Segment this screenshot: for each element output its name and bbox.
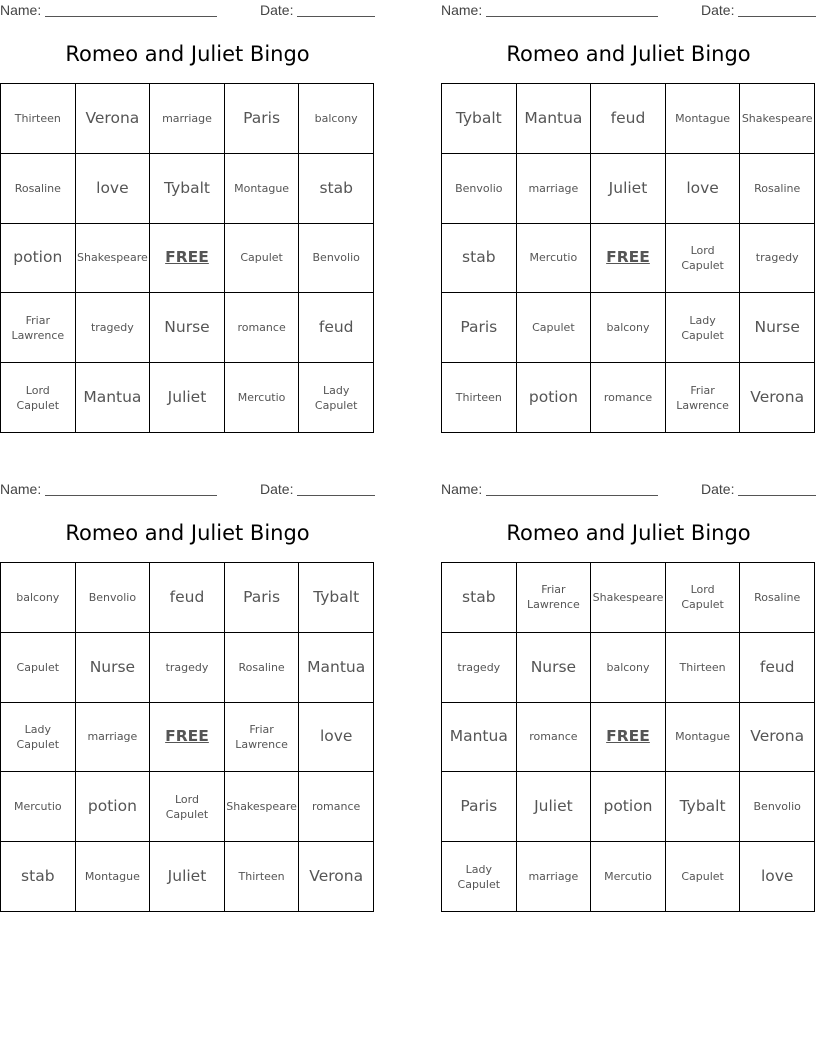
bingo-cell: romance	[299, 772, 374, 842]
name-line	[486, 495, 658, 496]
bingo-cell: romance	[517, 703, 592, 773]
date-label: Date:	[701, 481, 735, 497]
bingo-cell: Friar Lawrence	[1, 293, 76, 363]
bingo-cell: Verona	[299, 842, 374, 912]
bingo-cell: Friar Lawrence	[666, 363, 741, 433]
bingo-cell: Rosaline	[740, 563, 815, 633]
card-title: Romeo and Juliet Bingo	[65, 521, 310, 545]
bingo-cell: Benvolio	[442, 154, 517, 224]
bingo-cell: love	[666, 154, 741, 224]
bingo-cell: Friar Lawrence	[517, 563, 592, 633]
bingo-cell: Capulet	[666, 842, 741, 912]
bingo-cell: Nurse	[150, 293, 225, 363]
free-cell: FREE	[150, 224, 225, 294]
bingo-cell: Tybalt	[442, 84, 517, 154]
bingo-cell: Lord Capulet	[666, 224, 741, 294]
name-line	[486, 16, 658, 17]
bingo-cell: feud	[150, 563, 225, 633]
bingo-cell: tragedy	[150, 633, 225, 703]
card-header	[0, 479, 375, 501]
bingo-cell: potion	[517, 363, 592, 433]
bingo-cell: Mantua	[517, 84, 592, 154]
bingo-cell: balcony	[1, 563, 76, 633]
bingo-cell: Paris	[225, 84, 300, 154]
bingo-cell: Lady Capulet	[666, 293, 741, 363]
date-line	[297, 495, 375, 496]
bingo-cell: Paris	[225, 563, 300, 633]
bingo-cell: Nurse	[517, 633, 592, 703]
bingo-cell: Rosaline	[740, 154, 815, 224]
bingo-cell: marriage	[517, 842, 592, 912]
bingo-cell: Paris	[442, 772, 517, 842]
bingo-cell: Montague	[666, 703, 741, 773]
bingo-cell: Lord Capulet	[1, 363, 76, 433]
free-cell: FREE	[591, 703, 666, 773]
name-label: Name:	[0, 481, 42, 497]
bingo-card	[0, 0, 375, 412]
name-label: Name:	[441, 2, 483, 18]
bingo-cell: Benvolio	[740, 772, 815, 842]
bingo-cell: feud	[740, 633, 815, 703]
bingo-cell: stab	[299, 154, 374, 224]
bingo-cell: Nurse	[76, 633, 151, 703]
bingo-cell: Shakespeare	[740, 84, 815, 154]
bingo-cell: Mercutio	[1, 772, 76, 842]
bingo-cell: Verona	[76, 84, 151, 154]
date-label: Date:	[701, 2, 735, 18]
bingo-cell: Benvolio	[76, 563, 151, 633]
bingo-cell: Thirteen	[442, 363, 517, 433]
bingo-cell: Mantua	[299, 633, 374, 703]
bingo-cell: Shakespeare	[76, 224, 151, 294]
name-line	[45, 16, 217, 17]
free-cell: FREE	[591, 224, 666, 294]
bingo-grid	[441, 562, 815, 912]
bingo-cell: Lady Capulet	[442, 842, 517, 912]
bingo-cell: Tybalt	[666, 772, 741, 842]
bingo-cell: balcony	[591, 633, 666, 703]
free-cell: FREE	[150, 703, 225, 773]
bingo-cell: Capulet	[225, 224, 300, 294]
bingo-cell: marriage	[150, 84, 225, 154]
bingo-cell: Shakespeare	[591, 563, 666, 633]
bingo-cell: tragedy	[442, 633, 517, 703]
bingo-cell: Lord Capulet	[666, 563, 741, 633]
bingo-cell: feud	[591, 84, 666, 154]
bingo-cell: Shakespeare	[225, 772, 300, 842]
card-header	[0, 0, 375, 22]
bingo-cell: Mantua	[76, 363, 151, 433]
bingo-cell: Verona	[740, 703, 815, 773]
bingo-cell: Mercutio	[517, 224, 592, 294]
bingo-cell: Thirteen	[666, 633, 741, 703]
bingo-cell: Tybalt	[299, 563, 374, 633]
card-header	[441, 0, 816, 22]
bingo-cell: Verona	[740, 363, 815, 433]
bingo-cell: Lady Capulet	[1, 703, 76, 773]
bingo-cell: romance	[225, 293, 300, 363]
bingo-cell: Lady Capulet	[299, 363, 374, 433]
bingo-cell: Lord Capulet	[150, 772, 225, 842]
bingo-cell: marriage	[76, 703, 151, 773]
date-label: Date:	[260, 2, 294, 18]
bingo-cell: Benvolio	[299, 224, 374, 294]
bingo-cell: Tybalt	[150, 154, 225, 224]
name-label: Name:	[0, 2, 42, 18]
bingo-cell: Juliet	[150, 842, 225, 912]
bingo-grid	[0, 562, 374, 912]
bingo-cell: Thirteen	[225, 842, 300, 912]
bingo-cell: feud	[299, 293, 374, 363]
date-line	[738, 495, 816, 496]
bingo-cell: balcony	[299, 84, 374, 154]
bingo-cell: stab	[442, 563, 517, 633]
bingo-card	[441, 479, 816, 891]
date-line	[738, 16, 816, 17]
card-title: Romeo and Juliet Bingo	[506, 521, 751, 545]
name-label: Name:	[441, 481, 483, 497]
bingo-cell: Friar Lawrence	[225, 703, 300, 773]
name-line	[45, 495, 217, 496]
bingo-cell: tragedy	[76, 293, 151, 363]
date-label: Date:	[260, 481, 294, 497]
bingo-cell: Mercutio	[225, 363, 300, 433]
bingo-cell: Paris	[442, 293, 517, 363]
bingo-cell: potion	[76, 772, 151, 842]
bingo-card	[441, 0, 816, 412]
bingo-cell: love	[76, 154, 151, 224]
bingo-cell: Juliet	[150, 363, 225, 433]
bingo-cell: Rosaline	[1, 154, 76, 224]
bingo-cell: Juliet	[591, 154, 666, 224]
bingo-cell: Thirteen	[1, 84, 76, 154]
bingo-cell: romance	[591, 363, 666, 433]
bingo-cell: Mercutio	[591, 842, 666, 912]
bingo-cell: Capulet	[517, 293, 592, 363]
bingo-cell: Montague	[225, 154, 300, 224]
bingo-cell: Juliet	[517, 772, 592, 842]
bingo-cell: balcony	[591, 293, 666, 363]
date-line	[297, 16, 375, 17]
bingo-card	[0, 479, 375, 886]
bingo-cell: stab	[442, 224, 517, 294]
bingo-cell: love	[299, 703, 374, 773]
bingo-cell: potion	[1, 224, 76, 294]
card-title: Romeo and Juliet Bingo	[506, 42, 751, 66]
bingo-cell: marriage	[517, 154, 592, 224]
card-header	[441, 479, 816, 501]
bingo-cell: Capulet	[1, 633, 76, 703]
bingo-cell: Montague	[76, 842, 151, 912]
bingo-cell: Montague	[666, 84, 741, 154]
bingo-cell: Mantua	[442, 703, 517, 773]
bingo-cell: potion	[591, 772, 666, 842]
bingo-cell: stab	[1, 842, 76, 912]
bingo-cell: Rosaline	[225, 633, 300, 703]
bingo-grid	[441, 83, 815, 433]
bingo-cell: love	[740, 842, 815, 912]
bingo-cell: tragedy	[740, 224, 815, 294]
bingo-grid	[0, 83, 374, 433]
bingo-cell: Nurse	[740, 293, 815, 363]
card-title: Romeo and Juliet Bingo	[65, 42, 310, 66]
